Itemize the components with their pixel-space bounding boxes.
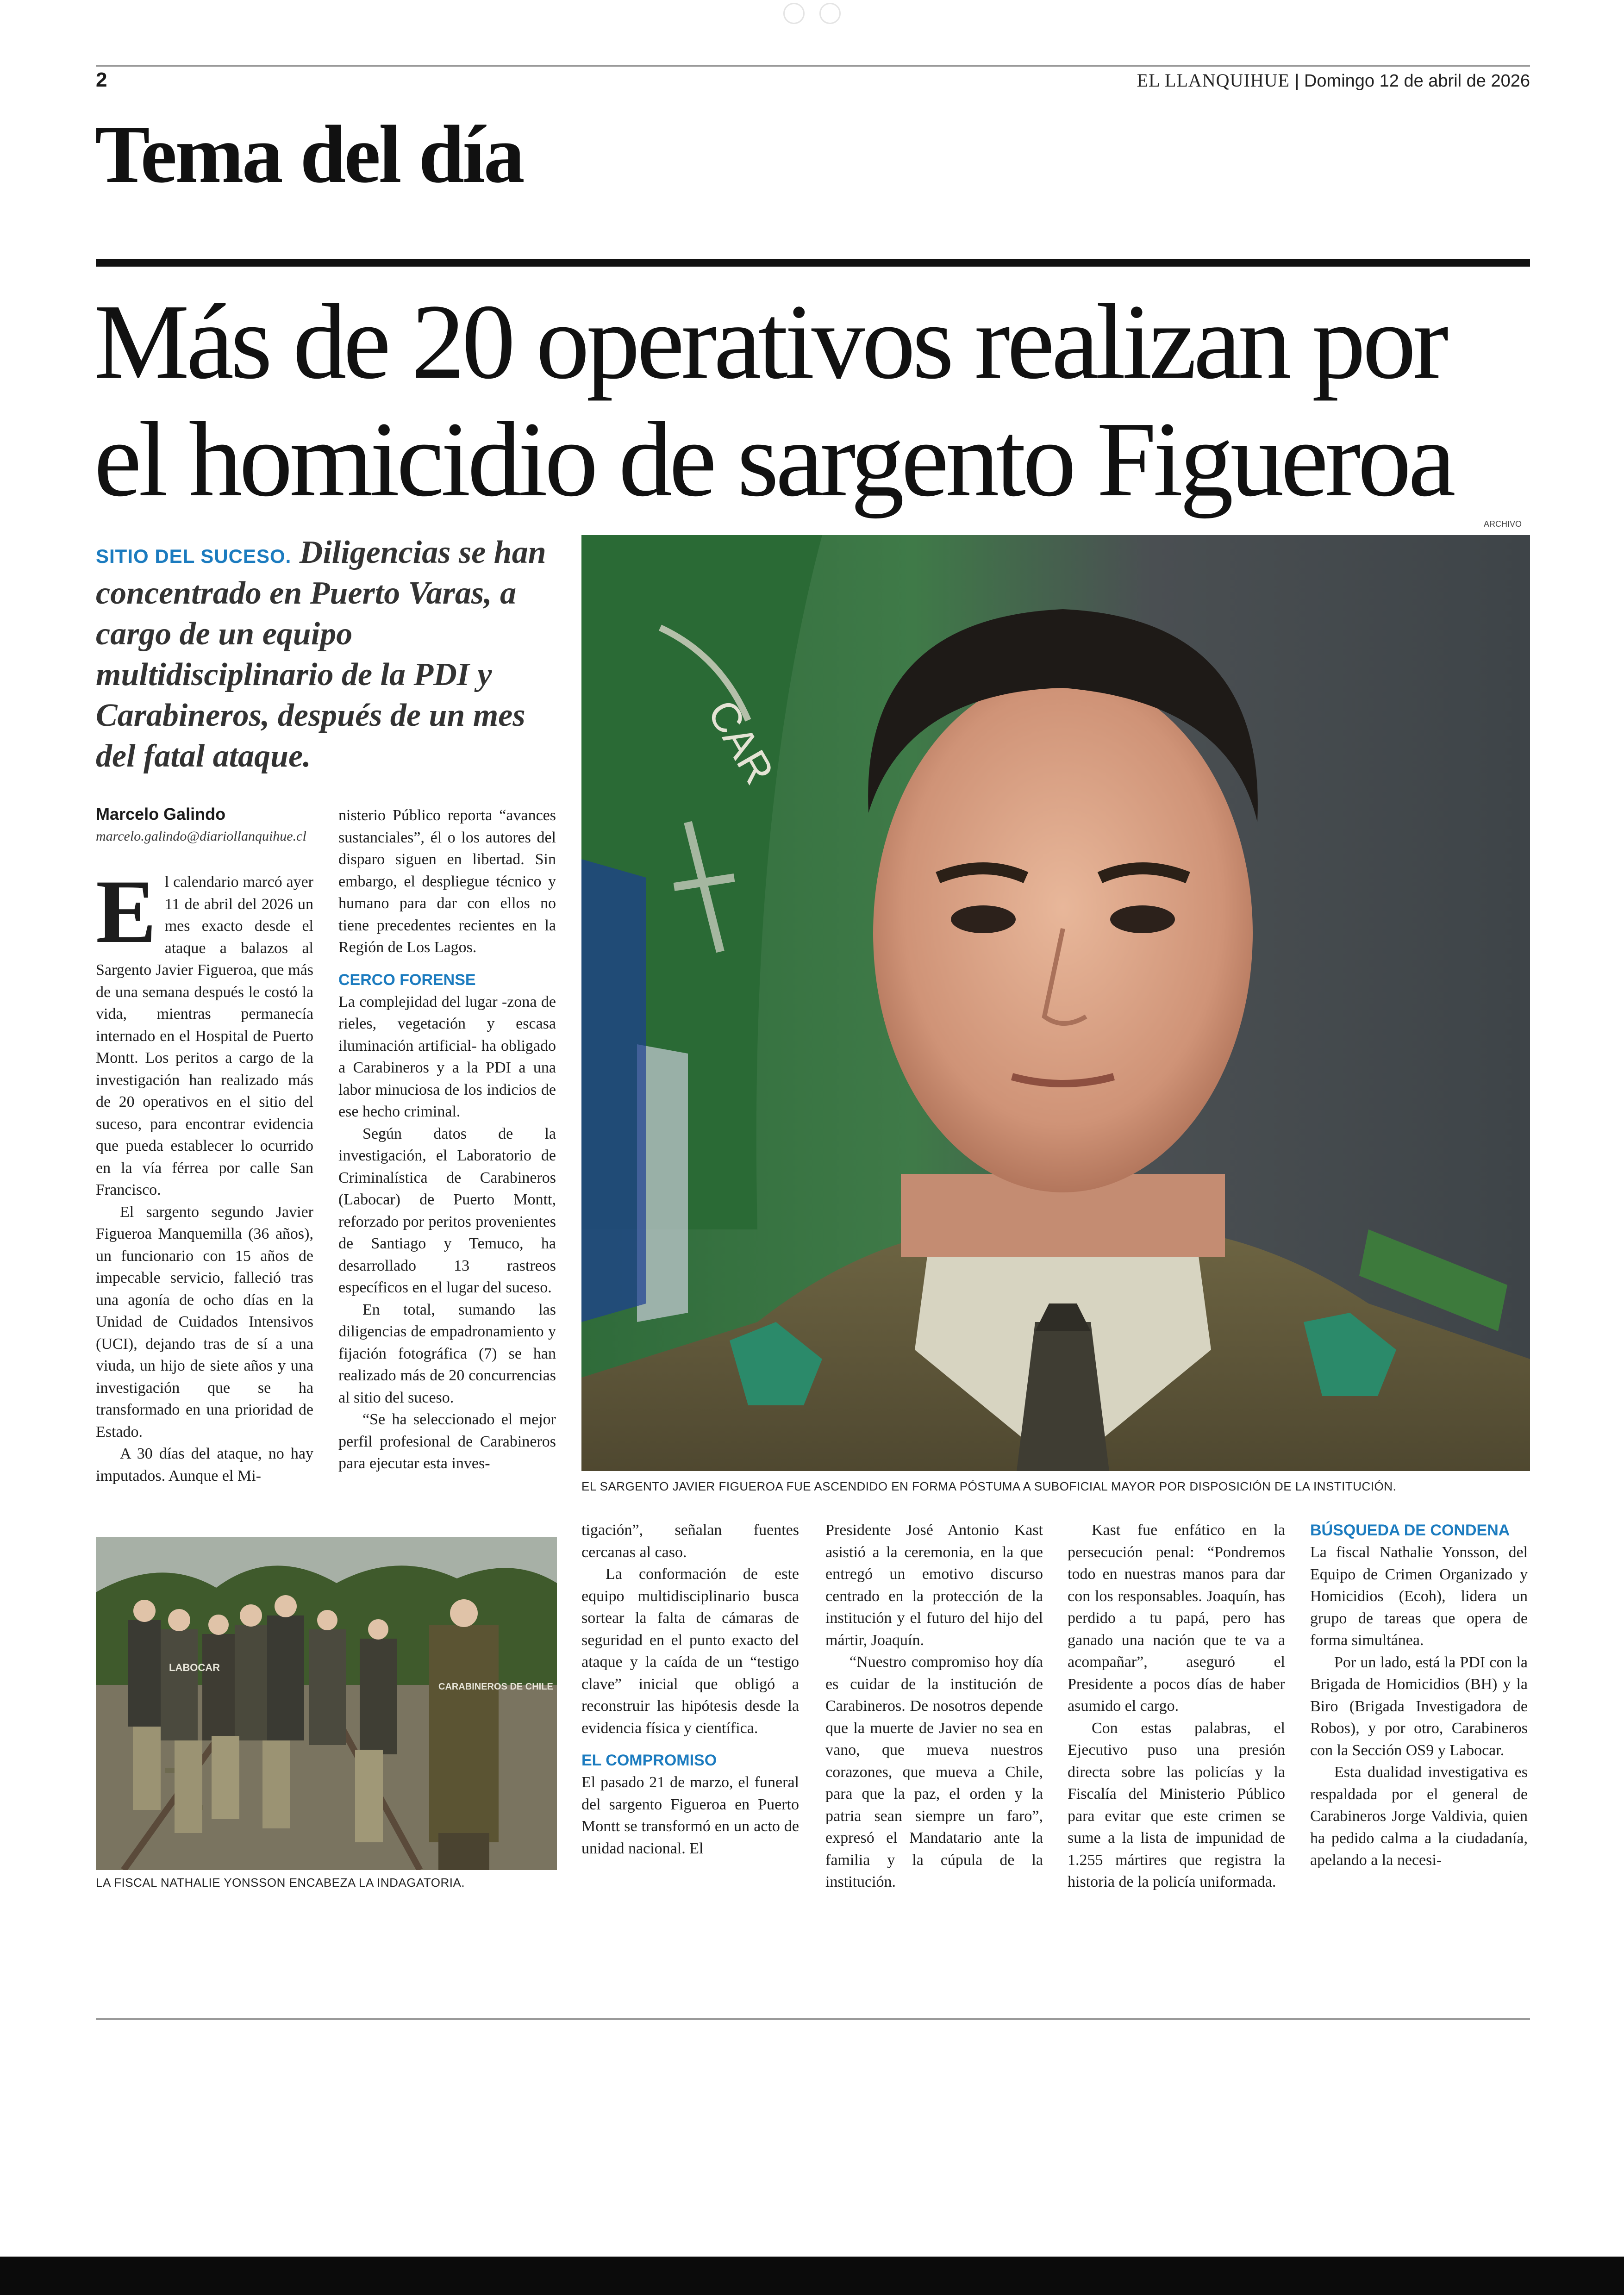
page-nav-dot[interactable] bbox=[819, 3, 841, 24]
lead-summary bbox=[96, 532, 554, 777]
subheading: CERCO FORENSE bbox=[338, 971, 476, 989]
article-column-2 bbox=[338, 804, 556, 1475]
lead-kicker: SITIO DEL SUCESO. bbox=[96, 545, 292, 567]
paragraph: A 30 días del ataque, no hay imputados. Aunque el Mi- bbox=[96, 1445, 313, 1484]
section-rule bbox=[96, 259, 1530, 267]
issue-date: Domingo 12 de abril de 2026 bbox=[1304, 71, 1530, 91]
article-column-4 bbox=[825, 1519, 1043, 1893]
secondary-photo-caption: LA FISCAL NATHALIE YONSSON ENCABEZA LA INDAGATORIA. bbox=[96, 1876, 465, 1890]
lead-text: Diligencias se han concentrado en Puerto Varas, a cargo de un equipo multidisciplinario de la PDI y Carabineros, después de un mes del fatal ataque. bbox=[96, 535, 546, 774]
paragraph: La complejidad del lugar -zona de rieles, vegetación y escasa iluminación artificial- ha obligado a Carabineros y a la PDI a una labor minuciosa de los indicios de ese hecho criminal. bbox=[338, 993, 556, 1120]
headline: Más de 20 operativos realizan por el homicidio de sargento Figueroa bbox=[94, 282, 1453, 519]
photo-credit: ARCHIVO bbox=[1484, 519, 1522, 529]
author-email[interactable]: marcelo.galindo@diariollanquihue.cl bbox=[96, 829, 306, 844]
top-rule bbox=[96, 65, 1530, 67]
paragraph: Kast fue enfático en la persecución penal: “Pondremos todo en nuestras manos para dar con los responsables. Joaquín, has perdido a tu papá, pero has ganado una nación que te va a acompañar”, aseguró el Presidente a pocos días de haber asumido el cargo. bbox=[1068, 1522, 1285, 1715]
subheading: EL COMPROMISO bbox=[581, 1752, 717, 1769]
subheading: BÚSQUEDA DE CONDENA bbox=[1310, 1522, 1510, 1539]
vest-lettering: LABOCAR bbox=[169, 1662, 220, 1673]
paragraph: El sargento segundo Javier Figueroa Manquemilla (36 años), un funcionario con 15 años de impecable servicio, falleció tras una agonía de ocho días en la Unidad de Cuidados Intensivos (UCI), dejando tras de sí a una viuda, un hijo de siete años y una investigación que se ha transformado en una prioridad de Estado. bbox=[96, 1203, 313, 1441]
article-column-6 bbox=[1310, 1519, 1528, 1871]
paragraph: Según datos de la investigación, el Laboratorio de Criminalística de Carabineros (Labocar) de Puerto Montt, reforzado por peritos provenientes de Santiago y Temuco, ha desarrollado 13 rastreos específicos en el lugar del suceso. bbox=[338, 1125, 556, 1296]
viewer-bottom-bar bbox=[0, 2257, 1624, 2295]
article-column-5 bbox=[1068, 1519, 1285, 1893]
page-number: 2 bbox=[96, 69, 107, 91]
paragraph: En total, sumando las diligencias de empadronamiento y fijación fotográfica (7) se han realizado más de 20 concurrencias al sitio del suceso. bbox=[338, 1301, 556, 1406]
paragraph: “Nuestro compromiso hoy día es cuidar de la institución de Carabineros. De nosotros depende que la muerte de Javier no sea en vano, que mueva nuestros corazones, que mueva a Chile, para que la paz, el orden y la patria sean siempre un faro”, expresó el Mandatario ante la familia y la cúpula de la institución. bbox=[825, 1653, 1043, 1890]
paragraph: Presidente José Antonio Kast asistió a la ceremonia, en la que entregó un emotivo discurso centrado en la protección de la institución y el futuro del hijo del mártir, Joaquín. bbox=[825, 1522, 1043, 1649]
paragraph: nisterio Público reporta “avances sustanciales”, él o los autores del disparo siguen en libertad. Sin embargo, el despliegue técnico y humano para dar con ellos no tiene precedentes recientes en la Región de Los Lagos. bbox=[338, 807, 556, 956]
section-title: Tema del día bbox=[95, 108, 523, 200]
bottom-rule bbox=[96, 2018, 1530, 2020]
paragraph: Con estas palabras, el Ejecutivo puso una presión directa sobre las policías y la Fiscalía del Ministerio Público para evitar que este crimen se sume a la lista de impunidad de 1.255 mártires que registra la historia de la policía uniformada. bbox=[1068, 1719, 1285, 1890]
author: Marcelo Galindo bbox=[96, 804, 226, 823]
folio: EL LLANQUIHUE | Domingo 12 de abril de 2026 bbox=[1137, 70, 1530, 91]
paragraph: tigación”, señalan fuentes cercanas al caso. bbox=[581, 1522, 799, 1561]
paragraph: l calendario marcó ayer 11 de abril del 2026 un mes exacto desde el ataque a balazos al Sargento Javier Figueroa, que más de una semana después le costó la vida, mientras permanecía internado en el Hospital de Puerto Montt. Los peritos a cargo de la investigación han realizado más de 20 operativos en el sitio del suceso, para encontrar evidencia que pueda establecer lo ocurrido en la vía férrea por calle San Francisco. bbox=[96, 873, 313, 1198]
drop-cap: E bbox=[96, 861, 156, 962]
flag-lettering: CAR bbox=[698, 692, 783, 792]
paper-name: EL LLANQUIHUE bbox=[1137, 70, 1290, 91]
paragraph: “Se ha seleccionado el mejor perfil profesional de Carabineros para ejecutar esta inves- bbox=[338, 1411, 556, 1472]
page-nav-dot[interactable] bbox=[783, 3, 805, 24]
paragraph: La fiscal Nathalie Yonsson, del Equipo de Crimen Organizado y Homicidios (Ecoh), lidera un grupo de tareas que opera de forma simultánea. bbox=[1310, 1544, 1528, 1649]
main-photo-caption: EL SARGENTO JAVIER FIGUEROA FUE ASCENDIDO EN FORMA PÓSTUMA A SUBOFICIAL MAYOR POR DISPOSICIÓN DE LA INSTITUCIÓN. bbox=[581, 1479, 1397, 1493]
main-photo bbox=[581, 535, 1530, 1471]
secondary-photo bbox=[96, 1537, 557, 1870]
article-column-1 bbox=[96, 861, 313, 1487]
paragraph: Por un lado, está la PDI con la Brigada de Homicidios (BH) y la Biro (Brigada Investigadora de Robos), y por otro, Carabineros con la Sección OS9 y Labocar. bbox=[1310, 1653, 1528, 1759]
paragraph: El pasado 21 de marzo, el funeral del sargento Figueroa en Puerto Montt se transformó en un acto de unidad nacional. El bbox=[581, 1774, 799, 1857]
uniform-lettering: CARABINEROS DE CHILE bbox=[438, 1682, 553, 1692]
article-column-3 bbox=[581, 1519, 799, 1859]
paragraph: La conformación de este equipo multidisciplinario busca sortear la falta de cámaras de seguridad en el punto exacto del ataque y la caída de un “testigo clave” inicial que obligó a reconstruir las hipótesis desde la evidencia física y científica. bbox=[581, 1565, 799, 1737]
paragraph: Esta dualidad investigativa es respaldada por el general de Carabineros Jorge Valdivia, quien ha pedido calma a la ciudadanía, apelando a la necesi- bbox=[1310, 1764, 1528, 1869]
